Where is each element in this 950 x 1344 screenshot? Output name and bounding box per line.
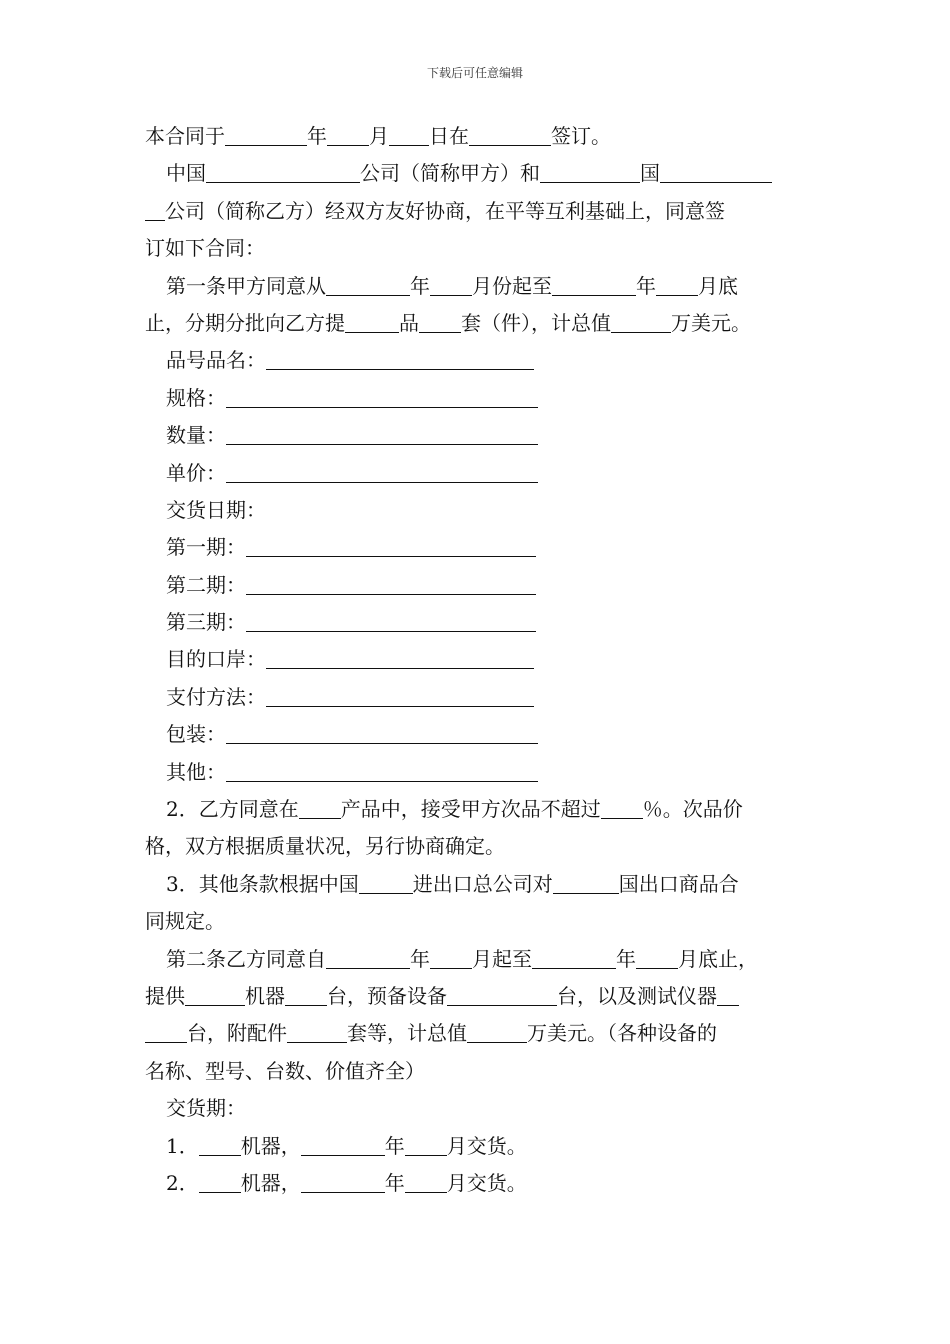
parties-line-3 — [145, 230, 825, 267]
field-label: 单价： — [166, 460, 226, 485]
text: 日在 — [429, 124, 469, 148]
blank-start-year[interactable] — [326, 273, 410, 296]
text: 产品中，接受甲方次品不超过 — [340, 797, 601, 822]
blank-month[interactable] — [405, 1133, 447, 1156]
blank-party-a[interactable] — [206, 160, 360, 183]
page-header-note: 下载后可任意编辑 — [426, 66, 523, 80]
text: 第二条乙方同意自 — [166, 946, 326, 971]
text: 套等，计总值 — [347, 1021, 467, 1046]
parties-line-2 — [145, 193, 825, 230]
item-number: 1． — [166, 1133, 199, 1158]
delivery-period-heading — [145, 1090, 825, 1127]
blank-end-month[interactable] — [636, 946, 678, 969]
delivery-item-1 — [145, 1128, 825, 1165]
blank-field[interactable] — [226, 422, 538, 445]
blank-machine[interactable] — [199, 1170, 241, 1193]
text: 名称、型号、台数、价值齐全） — [145, 1058, 425, 1083]
text: 机器， — [240, 1170, 301, 1195]
delivery-item-2 — [145, 1165, 825, 1202]
blank-field[interactable] — [246, 572, 536, 595]
text: 月起至 — [472, 946, 532, 971]
blank-field[interactable] — [246, 609, 536, 632]
blank-spare-equipment[interactable] — [447, 983, 557, 1006]
field-label: 交货日期： — [166, 497, 266, 522]
blank-field[interactable] — [226, 721, 538, 744]
blank-product-count[interactable] — [345, 310, 399, 333]
text: 订如下合同： — [145, 236, 265, 261]
blank-field[interactable] — [226, 759, 538, 782]
blank-day[interactable] — [389, 123, 429, 146]
blank-start-month[interactable] — [430, 946, 472, 969]
clause-3-line-2 — [145, 903, 825, 940]
field-label: 规格： — [166, 385, 226, 410]
text: 第一条甲方同意从 — [166, 273, 326, 298]
text: 年 — [636, 273, 656, 298]
blank-country[interactable] — [540, 160, 640, 183]
blank-test-instrument[interactable] — [717, 983, 739, 1006]
text: 年 — [410, 946, 430, 971]
contract-date-line — [145, 118, 825, 155]
text: 年 — [410, 273, 430, 298]
blank-start-month[interactable] — [430, 273, 472, 296]
blank-month[interactable] — [327, 123, 369, 146]
article-1-line-1 — [145, 268, 825, 305]
blank-field[interactable] — [246, 534, 536, 557]
blank-field[interactable] — [266, 347, 534, 370]
blank-total-value[interactable] — [611, 310, 671, 333]
text: 进出口总公司对 — [412, 871, 553, 896]
clause-2-line-2 — [145, 828, 825, 865]
blank-machine-count[interactable] — [185, 983, 245, 1006]
text: 月交货。 — [446, 1170, 527, 1195]
text: 万美元。 — [671, 310, 751, 335]
blank-party-b[interactable] — [660, 160, 772, 183]
text: ％。次品价 — [642, 797, 743, 822]
field-phase-1 — [145, 529, 825, 566]
parties-line-1 — [145, 155, 825, 192]
text: 签订。 — [551, 124, 611, 148]
field-label: 第二期： — [166, 572, 246, 597]
blank-party-b-cont[interactable] — [145, 198, 165, 221]
blank-month[interactable] — [405, 1170, 447, 1193]
text: 月底止， — [678, 946, 758, 971]
blank-field[interactable] — [226, 385, 538, 408]
blank-percent[interactable] — [601, 796, 643, 819]
text: 国 — [640, 161, 660, 186]
article-2-line-4 — [145, 1053, 825, 1090]
article-2-line-1 — [145, 941, 825, 978]
text: 格，双方根据质量状况，另行协商确定。 — [145, 834, 505, 859]
field-spec — [145, 380, 825, 417]
text: 本合同于 — [145, 124, 225, 148]
clause-2-line-1 — [145, 791, 825, 828]
text: 交货期： — [166, 1096, 246, 1121]
blank-test-instrument-cont[interactable] — [145, 1020, 187, 1043]
field-quantity — [145, 417, 825, 454]
field-label: 品号品名： — [166, 348, 266, 373]
text: 年 — [384, 1170, 405, 1195]
field-label: 第一期： — [166, 535, 246, 560]
text: 止，分期分批向乙方提 — [145, 310, 345, 335]
blank-place[interactable] — [469, 123, 551, 146]
field-label: 其他： — [166, 759, 226, 784]
text: 2．乙方同意在 — [166, 797, 299, 822]
text: 公司（简称甲方）和 — [360, 161, 540, 186]
field-unit-price — [145, 455, 825, 492]
text: 3．其他条款根据中国 — [166, 871, 359, 896]
article-2-line-2 — [145, 978, 825, 1015]
blank-end-year[interactable] — [532, 946, 616, 969]
blank-company[interactable] — [359, 871, 413, 894]
field-destination-port — [145, 641, 825, 678]
field-label: 数量： — [166, 423, 226, 448]
field-label: 第三期： — [166, 610, 246, 635]
field-phase-3 — [145, 604, 825, 641]
field-delivery-date — [145, 492, 825, 529]
blank-start-year[interactable] — [326, 946, 410, 969]
text: 国出口商品合 — [618, 871, 739, 896]
field-other — [145, 754, 825, 791]
text: 品 — [399, 310, 419, 335]
field-packaging — [145, 716, 825, 753]
text: 年 — [307, 124, 327, 148]
text: 同规定。 — [145, 909, 225, 934]
blank-year[interactable] — [301, 1170, 385, 1193]
blank-end-year[interactable] — [552, 273, 636, 296]
item-number: 2． — [166, 1170, 199, 1195]
article-2-line-3 — [145, 1015, 825, 1052]
blank-end-month[interactable] — [656, 273, 698, 296]
text: 月份起至 — [472, 273, 552, 298]
blank-field[interactable] — [226, 460, 538, 483]
text: 月底 — [698, 273, 738, 298]
blank-country[interactable] — [553, 871, 619, 894]
text: 台，预备设备 — [327, 983, 447, 1008]
blank-set-count[interactable] — [419, 310, 461, 333]
text: 机器 — [245, 983, 285, 1008]
blank-machine-units[interactable] — [285, 983, 327, 1006]
blank-year[interactable] — [225, 123, 307, 146]
text: 年 — [616, 946, 636, 971]
text: 台，附配件 — [187, 1021, 287, 1046]
blank-accessories[interactable] — [287, 1020, 347, 1043]
text: 公司（简称乙方）经双方友好协商，在平等互利基础上，同意签 — [165, 198, 725, 223]
blank-total-value[interactable] — [467, 1020, 527, 1043]
text: 台，以及测试仪器 — [557, 983, 717, 1008]
field-label: 支付方法： — [166, 684, 266, 709]
text: 月 — [369, 124, 389, 148]
text: 套（件），计总值 — [461, 310, 611, 335]
text: 提供 — [145, 983, 185, 1008]
blank-product[interactable] — [299, 796, 341, 819]
field-phase-2 — [145, 567, 825, 604]
blank-field[interactable] — [266, 684, 534, 707]
text: 万美元。（各种设备的 — [527, 1021, 717, 1046]
blank-field[interactable] — [266, 646, 534, 669]
text: 中国 — [166, 161, 206, 186]
article-1-line-2 — [145, 305, 825, 342]
text: 机器， — [240, 1133, 301, 1158]
contract-document — [145, 118, 825, 1202]
field-label: 包装： — [166, 722, 226, 747]
field-label: 目的口岸： — [166, 647, 266, 672]
field-product-name — [145, 342, 825, 379]
text: 月交货。 — [446, 1133, 527, 1158]
field-payment-method — [145, 679, 825, 716]
clause-3-line-1 — [145, 866, 825, 903]
blank-year[interactable] — [301, 1133, 385, 1156]
text: 年 — [384, 1133, 405, 1158]
blank-machine[interactable] — [199, 1133, 241, 1156]
